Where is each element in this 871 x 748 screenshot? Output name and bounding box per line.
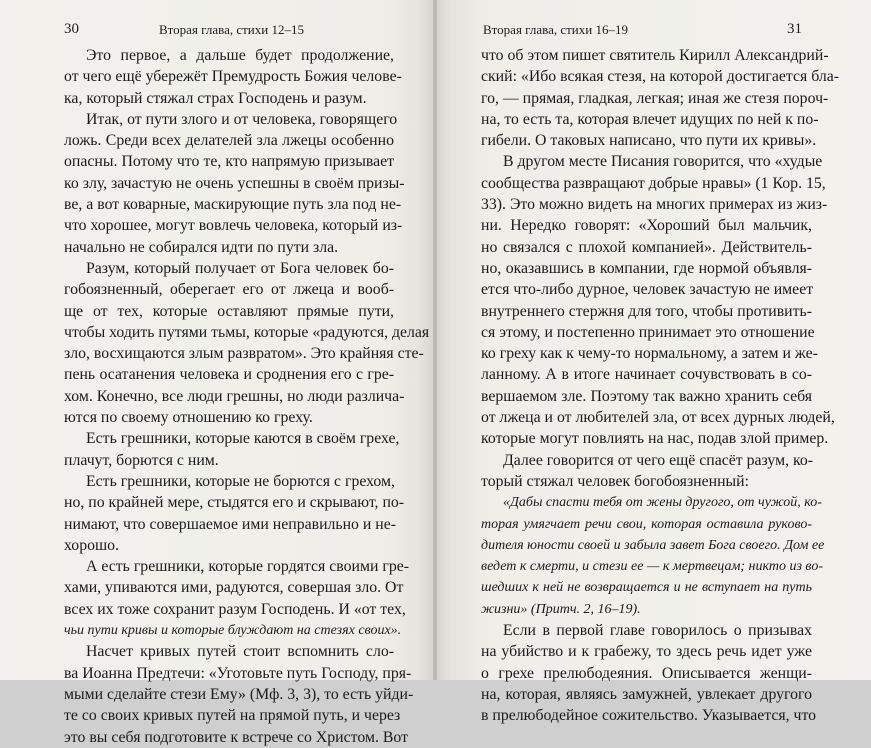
text-line: шедших к ней не возвращается и не вступает на путь bbox=[481, 580, 812, 596]
page-number: 30 bbox=[64, 21, 79, 37]
text-line: но, по крайней мере, стыдятся его и скрывают, по- bbox=[64, 494, 405, 512]
text-line: ще от тех, которые оставляют прямые пути, bbox=[64, 302, 394, 320]
text-line: В другом месте Писания говорится, что «худые bbox=[503, 153, 823, 171]
text-line: ся этому, и постепенно принимает это отношение bbox=[481, 323, 815, 341]
text-line: сообщества развращают добрые нравы» (1 Кор. 15, bbox=[481, 174, 826, 192]
text-line: чтобы ходить путями тьмы, которые «радуются, делая bbox=[64, 323, 430, 341]
text-line: Это первое, а дальше будет продолжение, bbox=[86, 47, 394, 64]
text-line: что об этом пишет святитель Кирилл Александрий- bbox=[481, 47, 829, 64]
text-line: хами, упиваются ими, радуются, совершая зло. От bbox=[64, 579, 404, 597]
text-line: Итак, от пути злого и от человека, говорящего bbox=[86, 110, 398, 128]
text-line: торая умягчает речи свои, которая оставила руково- bbox=[481, 516, 812, 532]
text-line: Есть грешники, которые не борются с грехом, bbox=[86, 472, 395, 490]
text-line: Разум, который получает от Бога человек бо- bbox=[86, 259, 394, 277]
text-line: те со своих кривых путей на прямой путь, и через bbox=[64, 707, 401, 725]
text-line: нимают, что совершаемое ими неправильно и не- bbox=[64, 515, 397, 533]
text-line: ется что-либо дурное, человек зачастую не имеет bbox=[481, 281, 814, 299]
text-line: это вы себя подготовите к встрече со Христом. Вот bbox=[64, 728, 408, 746]
text-line: ко греху как к чему-то нормальному, а затем и же- bbox=[481, 345, 818, 363]
text-line: внутреннего стержня для того, чтобы противить- bbox=[481, 302, 812, 320]
text-line: Есть грешники, которые каются в своём грехе, bbox=[86, 430, 400, 448]
page-text bbox=[481, 45, 840, 727]
text-line: ский: «Ибо всякая стезя, на которой достигается бла- bbox=[481, 68, 840, 86]
page-text bbox=[64, 45, 430, 748]
text-line: ланному. А в итоге начинает сочувствовать в со- bbox=[481, 366, 812, 384]
running-head: Вторая глава, стихи 16–19 bbox=[483, 22, 628, 37]
text-line: пень осатанения человека и сроднения его с гре- bbox=[64, 366, 394, 384]
text-line: что хорошее, могут вовлечь человека, который из- bbox=[64, 217, 403, 235]
text-line: ва Иоанна Предтечи: «Уготовьте путь Господу, пря- bbox=[64, 664, 412, 682]
text-line: ведет к смерти, и стези ее — к мертвецам; никто из во- bbox=[481, 559, 823, 575]
text-line: дителя юности своей и забыла завет Бога своего. Дом ее bbox=[481, 537, 825, 553]
text-line: Насчет кривых путей стоит вспомнить сло- bbox=[86, 643, 394, 661]
left-page bbox=[0, 0, 433, 746]
text-line: на, то есть та, которая влечет идущих по ней к по- bbox=[481, 110, 819, 128]
text-line: всех их тоже сохранит разум Господень. И «от тех, bbox=[64, 600, 406, 618]
text-line: ко злу, зачастую не очень успешны в своём призы- bbox=[64, 174, 405, 192]
text-line: «Дабы спасти тебя от жены другого, от чужой, ко- bbox=[503, 495, 822, 511]
text-line: зло, восхищаются злым развратом». Это крайняя сте- bbox=[64, 345, 424, 363]
text-line: которые могут повлиять на нас, подав злой пример. bbox=[481, 430, 829, 448]
text-line: го, — прямая, гладкая, легкая; иная же стезя пороч- bbox=[481, 89, 829, 107]
text-line: Если в первой главе говорилось о призывах bbox=[503, 622, 812, 640]
text-line: мыми сделайте стези Ему» (Мф. 3, 3), то есть уйди- bbox=[64, 685, 414, 703]
text-line: но, оказавшись в компании, где нормой объявля- bbox=[481, 259, 812, 277]
text-line: А есть грешники, которые гордятся своими гре- bbox=[86, 558, 410, 576]
text-line: ложь. Среди всех делателей зла лжецы особенно bbox=[64, 132, 394, 150]
text-line: на убийство и к грабежу, то здесь речь идет уже bbox=[481, 643, 812, 661]
text-line: ни. Нередко говорят: «Хороший был мальчик, bbox=[481, 217, 812, 235]
text-line: гибели. О таковых написано, что пути их кривы». bbox=[481, 132, 817, 150]
text-line: гобоязненный, оберегает его от лжеца и вооб- bbox=[64, 281, 394, 299]
text-line: 33). Это можно видеть на многих примерах из жиз- bbox=[481, 196, 828, 214]
text-line: ве, а вот коварные, маскирующие путь зла под не- bbox=[64, 196, 402, 214]
text-line: опасны. Потому что те, кто напрямую призывает bbox=[64, 153, 394, 171]
text-line: хом. Конечно, все люди грешны, но люди различа- bbox=[64, 387, 405, 405]
running-head: Вторая глава, стихи 12–15 bbox=[159, 22, 304, 37]
text-line: чьи пути кривы и которые блуждают на стезях своих». bbox=[64, 623, 402, 639]
text-line: но связался с плохой компанией». Действитель- bbox=[481, 238, 812, 256]
text-line: вершаемом зле. Поэтому так важно хранить себя bbox=[481, 387, 812, 405]
text-line: о грехе прелюбодеяния. Описывается женщи- bbox=[481, 664, 812, 682]
text-line: на, которая, являясь замужней, увлекает другого bbox=[481, 685, 812, 703]
text-line: торый стяжал человек богобоязненный: bbox=[481, 472, 750, 490]
text-line: от лжеца и от любителей зла, от всех дурных людей, bbox=[481, 409, 835, 427]
text-line: начально не собирался идти по пути зла. bbox=[64, 238, 339, 256]
page-number: 31 bbox=[787, 21, 802, 37]
text-line: ются по своему отношению ко греху. bbox=[64, 409, 313, 427]
text-line: ка, который стяжал страх Господень и разум. bbox=[64, 89, 367, 107]
text-line: плачут, борются с ним. bbox=[64, 451, 219, 469]
text-line: жизни» (Притч. 2, 16–19). bbox=[481, 601, 641, 617]
text-line: в прелюбодейное сожительство. Указывается, что bbox=[481, 707, 817, 725]
text-line: от чего ещё убережёт Премудрость Божия челове- bbox=[64, 68, 402, 86]
text-line: Далее говорится от чего ещё спасёт разум, ко- bbox=[503, 451, 814, 469]
right-page bbox=[437, 0, 871, 725]
text-line: хорошо. bbox=[64, 536, 120, 554]
